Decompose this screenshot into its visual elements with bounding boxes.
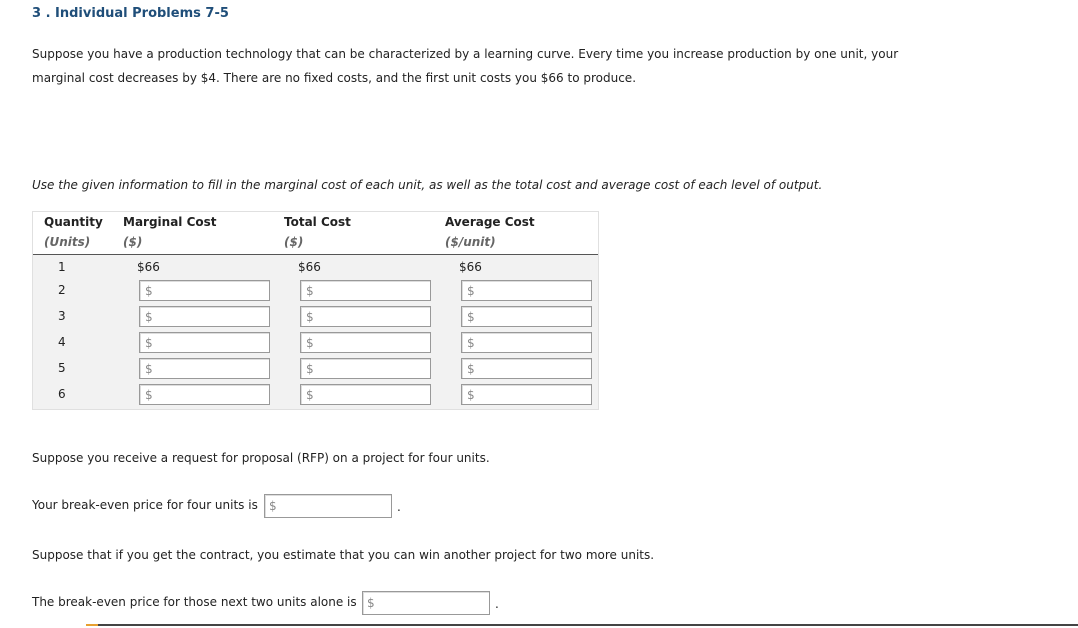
total-cost-input[interactable]	[300, 358, 431, 379]
dollar-sign: $	[306, 362, 314, 376]
total-cost-input[interactable]	[300, 280, 431, 301]
dollar-sign: $	[145, 362, 153, 376]
sentence-period: .	[495, 597, 499, 611]
header-quantity-unit: (Units)	[44, 235, 91, 249]
dollar-sign: $	[145, 310, 153, 324]
row-quantity: 5	[58, 361, 66, 375]
header-average-cost	[445, 212, 535, 252]
header-marginal-cost	[123, 212, 217, 252]
table-row	[33, 278, 598, 304]
problem-intro: Suppose you have a production technology that can be characterized by a learning curve. Every time you increase production by one unit, your marginal cost decreases by $4. There are no fixed costs, and the first unit costs you $66 to produce.	[32, 47, 899, 85]
dollar-sign: $	[145, 336, 153, 350]
table-header	[33, 212, 598, 255]
table-row	[33, 304, 598, 330]
total-cost-input[interactable]	[300, 384, 431, 405]
marginal-cost-input[interactable]	[139, 358, 270, 379]
dollar-sign: $	[306, 388, 314, 402]
row-marginal-cost-value: $66	[137, 260, 160, 274]
bottom-divider	[98, 624, 1078, 626]
header-total-cost-unit: ($)	[284, 235, 304, 249]
row-quantity: 4	[58, 335, 66, 349]
dollar-sign: $	[367, 596, 375, 610]
table-row	[33, 356, 598, 382]
dollar-sign: $	[467, 388, 475, 402]
dollar-sign: $	[306, 310, 314, 324]
average-cost-input[interactable]	[461, 306, 592, 327]
rfp-breakeven-label: Your break-even price for four units is	[32, 498, 258, 512]
cost-table	[32, 211, 599, 410]
row-quantity: 6	[58, 387, 66, 401]
dollar-sign: $	[306, 336, 314, 350]
marginal-cost-input[interactable]	[139, 332, 270, 353]
table-row	[33, 382, 598, 408]
marginal-cost-input[interactable]	[139, 280, 270, 301]
average-cost-input[interactable]	[461, 280, 592, 301]
marginal-cost-input[interactable]	[139, 384, 270, 405]
table-instruction: Use the given information to fill in the marginal cost of each unit, as well as the total cost and average cost of each level of output.	[32, 178, 823, 192]
dollar-sign: $	[145, 284, 153, 298]
row-total-cost-value: $66	[298, 260, 321, 274]
dollar-sign: $	[269, 499, 277, 513]
sentence-period: .	[397, 500, 401, 514]
row-quantity: 2	[58, 283, 66, 297]
header-total-cost	[284, 212, 351, 252]
total-cost-input[interactable]	[300, 332, 431, 353]
dollar-sign: $	[145, 388, 153, 402]
contract-breakeven-input[interactable]	[362, 591, 490, 615]
dollar-sign: $	[467, 362, 475, 376]
contract-breakeven-line	[32, 591, 512, 615]
total-cost-input[interactable]	[300, 306, 431, 327]
header-marginal-cost-unit: ($)	[123, 235, 143, 249]
progress-accent	[86, 624, 98, 626]
header-average-cost-unit: ($/unit)	[445, 235, 496, 249]
average-cost-input[interactable]	[461, 358, 592, 379]
contract-breakeven-label: The break-even price for those next two units alone is	[32, 595, 357, 609]
average-cost-input[interactable]	[461, 384, 592, 405]
dollar-sign: $	[467, 284, 475, 298]
header-average-cost-label: Average Cost	[445, 215, 535, 229]
header-marginal-cost-label: Marginal Cost	[123, 215, 217, 229]
rfp-breakeven-input[interactable]	[264, 494, 392, 518]
dollar-sign: $	[306, 284, 314, 298]
row-quantity: 3	[58, 309, 66, 323]
row-average-cost-value: $66	[459, 260, 482, 274]
row-quantity: 1	[58, 260, 66, 274]
header-quantity	[44, 212, 103, 252]
header-total-cost-label: Total Cost	[284, 215, 351, 229]
dollar-sign: $	[467, 310, 475, 324]
rfp-breakeven-line	[32, 494, 412, 518]
table-row	[33, 330, 598, 356]
average-cost-input[interactable]	[461, 332, 592, 353]
dollar-sign: $	[467, 336, 475, 350]
rfp-text: Suppose you receive a request for proposal (RFP) on a project for four units.	[32, 451, 490, 465]
marginal-cost-input[interactable]	[139, 306, 270, 327]
header-quantity-label: Quantity	[44, 215, 103, 229]
contract-text: Suppose that if you get the contract, you estimate that you can win another project for two more units.	[32, 548, 655, 562]
problem-title: 3 . Individual Problems 7-5	[32, 6, 229, 21]
